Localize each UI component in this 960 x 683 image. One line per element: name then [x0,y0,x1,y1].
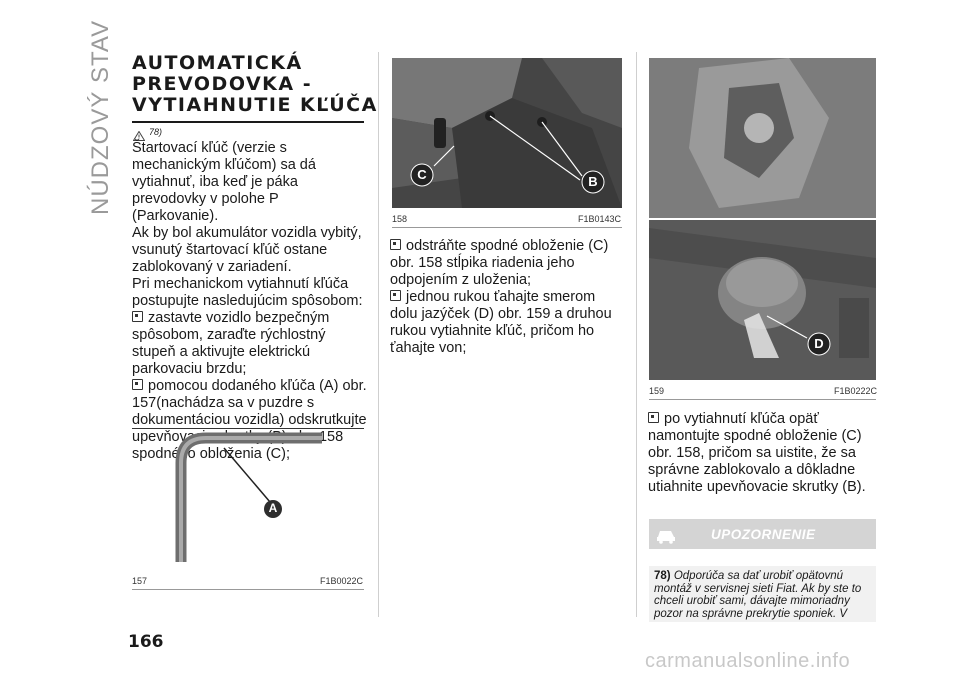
column-3-text [648,411,884,496]
paragraph-3: Pri mechanickom vytiahnutí kľúča postupujte nasledujúcim spôsobom: [132,276,363,309]
figure-158-number: 158 [392,214,408,224]
bullet-item: pomocou dodaného kľúča (A) obr. 157(nachádza sa v puzdre s dokumentáciou vozidla) odskrutkujte upevňovacie skrutky (B) obr. 158 spodného obloženia (C); [132,378,367,462]
warning-number: 78) [654,570,671,582]
figure-158-label-b: B [588,174,598,189]
bullet-square-icon [390,239,401,250]
page-number: 166 [128,632,164,652]
bullet-item: zastavte vozidlo bezpečným spôsobom, zaraďte rýchlostný stupeň a aktivujte elektrickú parkovaciu brzdu; [132,310,330,377]
figure-159-image [649,58,876,380]
section-side-tab [83,19,114,215]
warning-heading: UPOZORNENIE [711,527,816,542]
column-2-text [390,238,626,357]
bullet-square-icon [132,379,143,390]
bullet-square-icon [648,412,659,423]
figure-157-bottom-rule [132,589,364,590]
figure-159-bottom-rule [649,399,876,400]
bullet-item: odstráňte spodné obloženie (C) obr. 158 stĺpika riadenia jeho odpojením z uloženia; [390,238,609,288]
title-line-3: VYTIAHNUTIE KĽÚČA [132,94,378,116]
bullet-item: jednou rukou ťahajte smerom dolu jazýček (D) obr. 159 a druhou rukou vytiahnite kľúč, pričom ho ťahajte von; [390,289,612,356]
figure-158-code: F1B0143C [578,214,622,224]
section-title [132,52,378,116]
warning-box [649,566,876,622]
warning-car-icon [655,524,677,544]
figure-158-label-c: C [417,167,427,182]
bullet-square-icon [390,290,401,301]
side-tab-label: NÚDZOVÝ STAV [87,19,114,215]
figure-159-code: F1B0222C [834,386,878,396]
column-divider [378,52,379,617]
bullet-square-icon [132,311,143,322]
paragraph-1: Štartovací kľúč (verzie s mechanickým kľúčom) sa dá vytiahnuť, iba keď je páka prevodovky v polohe P (Parkovanie). [132,140,316,224]
paragraph-2: Ak by bol akumulátor vozidla vybitý, vsunutý štartovací kľúč ostane zablokovaný v zariadení. [132,225,362,275]
figure-157-code: F1B0022C [320,576,364,586]
figure-157-image [132,430,364,570]
warning-reference: 78) [133,127,162,145]
warning-text: 78) Odporúča sa dať urobiť opätovnú montáž v servisnej sieti Fiat. Ak by ste to chceli urobiť sami, dávajte mimoriadny pozor na správne prekrytie sponiek. V [654,570,862,620]
footer-watermark: carmanualsonline.info [645,650,851,672]
figure-157-top-rule [132,428,364,429]
figure-158-bottom-rule [392,227,622,228]
column-1-text [132,140,368,463]
figure-157-number: 157 [132,576,148,586]
figure-157-label-a: A [268,501,278,515]
title-line-2: PREVODOVKA - [132,73,313,95]
figure-159-label-d: D [814,336,824,351]
title-line-1: AUTOMATICKÁ [132,52,303,74]
figure-159-number: 159 [649,386,665,396]
title-rule [132,121,364,123]
column-divider [636,52,637,617]
warning-heading-bar [649,519,876,549]
bullet-item: po vytiahnutí kľúča opäť namontujte spodné obloženie (C) obr. 158, pričom sa uistite, že sa správne zablokovalo a dôkladne utiahnite upevňovacie skrutky (B). [648,411,866,495]
